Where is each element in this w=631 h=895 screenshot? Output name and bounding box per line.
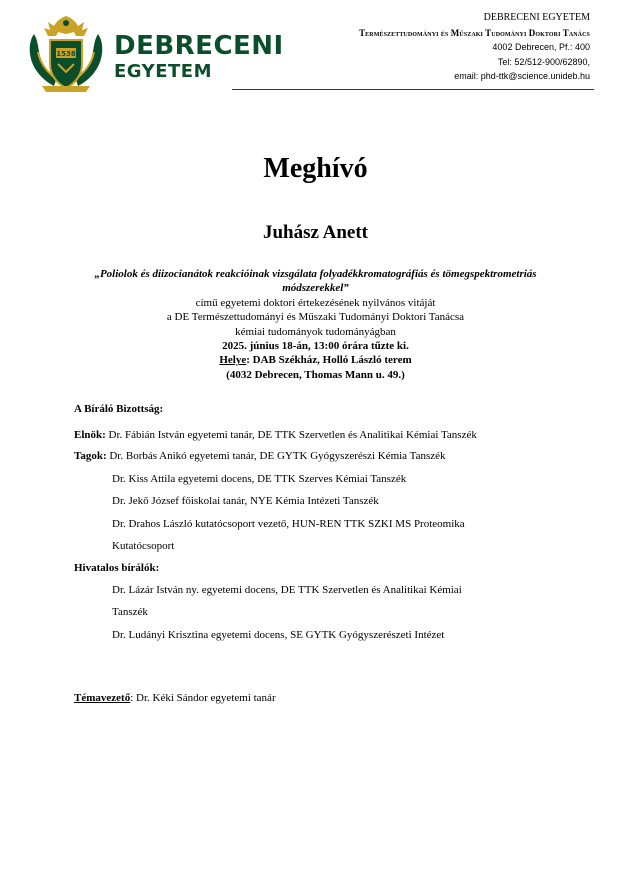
reviewer-item: Dr. Lázár István ny. egyetemi docens, DE TTK Szervetlen és Analitikai Kémiai [112, 584, 462, 596]
member-item: Dr. Drahos László kutatócsoport vezető, HUN-REN TTK SZKI MS Proteomika [112, 518, 465, 530]
reviewer-item-continued: Tanszék [112, 606, 148, 618]
chair-row [74, 428, 477, 442]
chair-name: Dr. Fábián István egyetemi tanár, DE TTK Szervetlen és Analitikai Kémiai Tanszék [105, 429, 477, 441]
defense-line-3: kémiai tudományok tudományágban [235, 325, 396, 338]
supervisor-row [74, 691, 276, 705]
university-name: DEBRECENI EGYETEM [483, 12, 590, 23]
header-divider [232, 89, 594, 90]
letterhead-contact [359, 11, 590, 84]
thesis-title: „Poliolok és diizocianátok reakcióinak vizsgálata folyadékkromatográfiás és tömegspektrometriás módszerekkel” [94, 268, 537, 295]
venue-label: Helye [219, 354, 247, 367]
brand-wordmark [114, 33, 284, 81]
venue-name: : DAB Székház, Holló László terem [246, 354, 412, 367]
postal-address: 4002 Debrecen, Pf.: 400 [492, 42, 590, 52]
logo-year: 1538 [56, 50, 76, 58]
council-name: Természettudományi és Műszaki Tudományi Doktori Tanács [359, 27, 590, 38]
member-item: Dr. Kiss Attila egyetemi docens, DE TTK Szerves Kémiai Tanszék [112, 473, 407, 485]
supervisor-name: : Dr. Kéki Sándor egyetemi tanár [130, 692, 276, 704]
defense-line-1: című egyetemi doktori értekezésének nyilvános vitáját [195, 296, 436, 309]
university-logo [26, 12, 106, 96]
venue [60, 353, 571, 367]
committee-heading: A Bíráló Bizottság: [74, 403, 164, 415]
candidate-name: Juhász Anett [262, 222, 369, 243]
member-item-continued: Kutatócsoport [112, 540, 175, 552]
member-item: Dr. Borbás Anikó egyetemi tanár, DE GYTK Gyógyszerészi Kémia Tanszék [106, 450, 446, 462]
defense-details [60, 267, 571, 382]
phone-number: Tel: 52/512-900/62890, [497, 56, 590, 67]
reviewer-item: Dr. Ludányi Krisztina egyetemi docens, SE GYTK Gyógyszerészeti Intézet [112, 629, 445, 641]
members-row [74, 449, 446, 463]
chair-label: Elnök: [74, 429, 106, 441]
page-title: Meghívó [263, 153, 368, 184]
brand-line-2: EGYETEM [114, 61, 212, 82]
supervisor-label: Témavezető [74, 692, 131, 704]
defense-date: 2025. június 18-án, 13:00 órára tűzte ki. [222, 340, 409, 353]
email-address[interactable]: email: phd-ttk@science.unideb.hu [454, 71, 590, 81]
reviewers-label: Hivatalos bírálók: [74, 562, 160, 574]
members-label: Tagok: [74, 450, 107, 462]
brand-line-1: DEBRECENI [114, 31, 284, 61]
defense-line-2: a DE Természettudományi és Műszaki Tudományi Doktori Tanácsa [166, 311, 465, 324]
venue-address: (4032 Debrecen, Thomas Mann u. 49.) [226, 368, 405, 381]
member-item: Dr. Jekő József főiskolai tanár, NYE Kémia Intézeti Tanszék [112, 495, 379, 507]
